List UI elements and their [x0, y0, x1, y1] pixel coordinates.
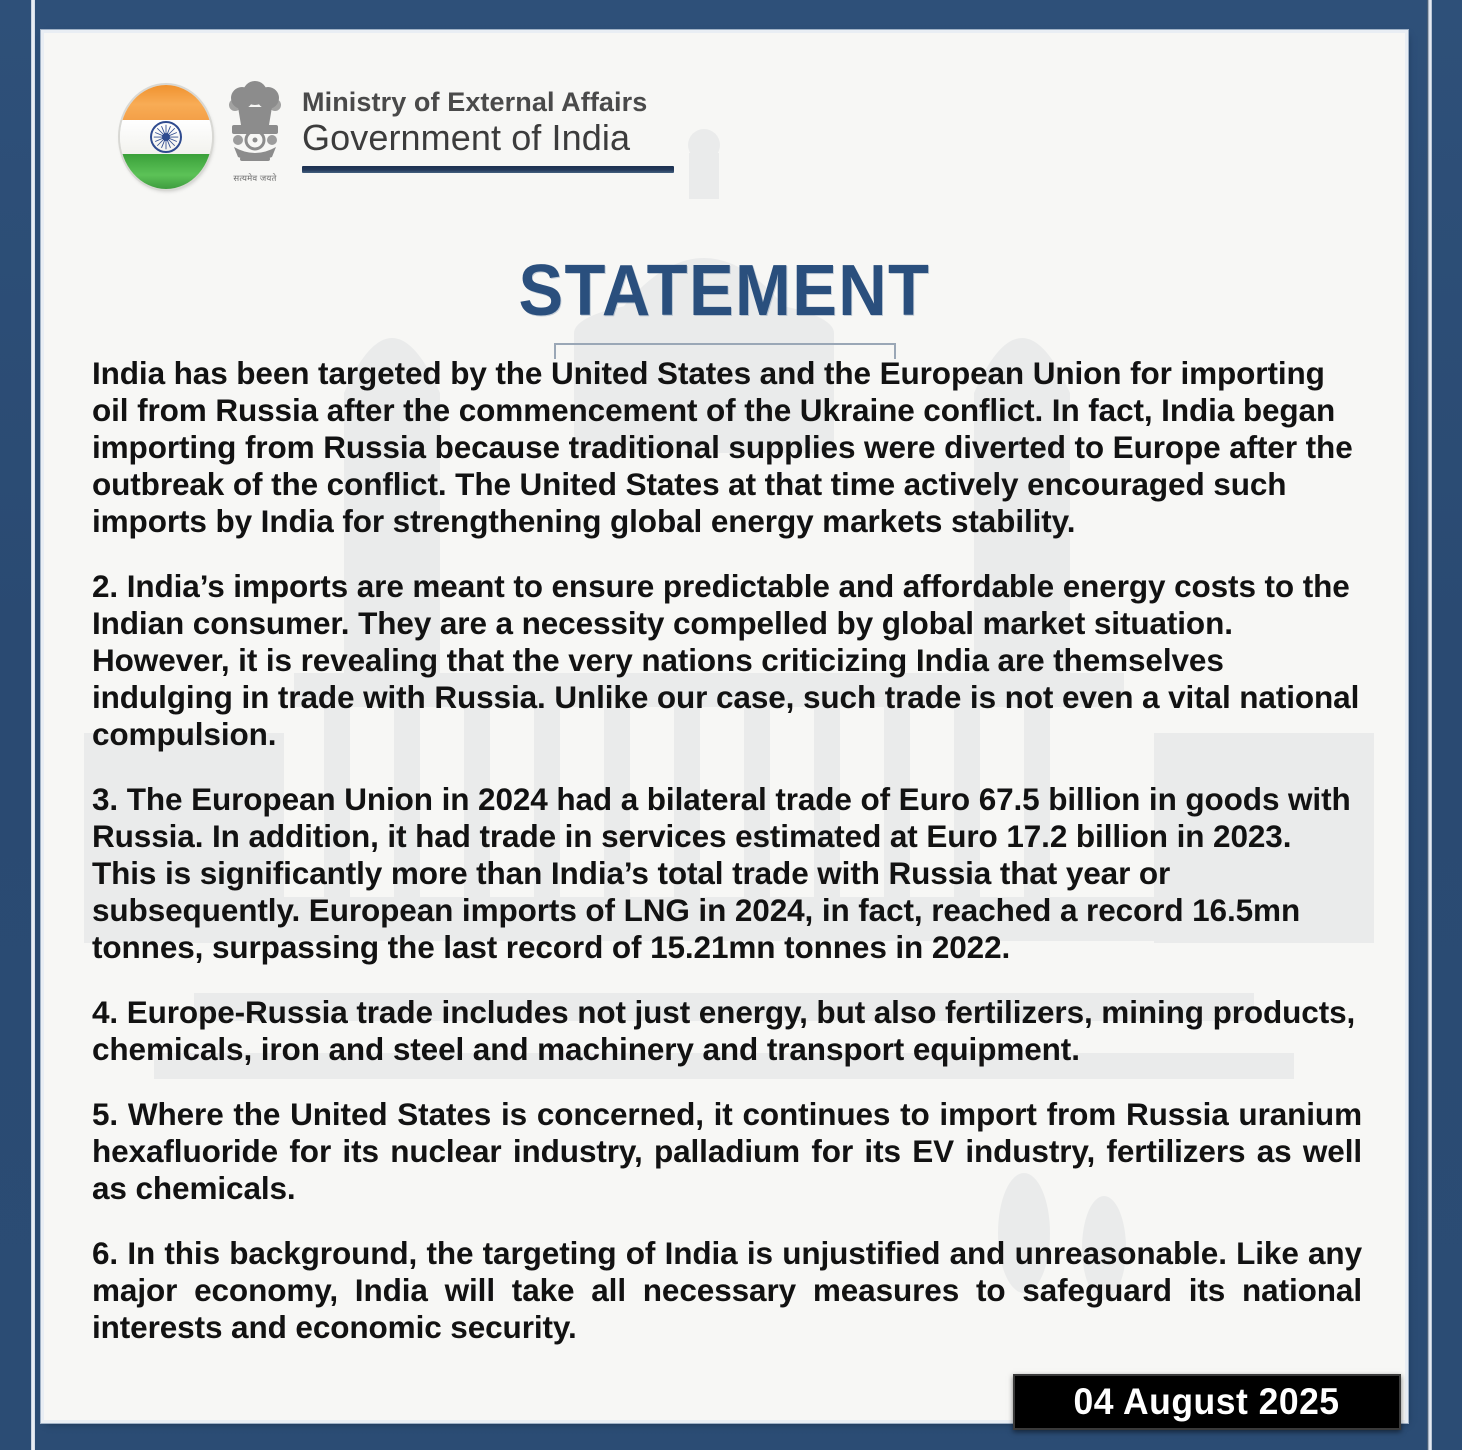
- frame-accent-line-left: [31, 0, 35, 1450]
- government-name: Government of India: [302, 117, 631, 159]
- emblem-motto-text: सत्यमेव जयते: [233, 173, 277, 183]
- statement-paragraph: India has been targeted by the United States and the European Union for importing oil from Russia after the commencement of the Ukraine conflict. In fact, India began importing from Russia because traditional supplies were diverted to Europe after the outbreak of the conflict. The United States at that time actively encouraged such imports by India for strengthening global energy markets stability.: [92, 355, 1353, 539]
- ministry-name: Ministry of External Affairs: [302, 87, 648, 117]
- lion-capital-emblem-icon: [226, 81, 284, 185]
- statement-paragraph: 2. India’s imports are meant to ensure predictable and affordable energy costs to the Indian consumer. They are a necessity compelled by global market situation. However, it is revealing that the very nations criticizing India are themselves indulging in trade with Russia. Unlike our case, such trade is not even a vital national compulsion.: [92, 568, 1360, 752]
- date-badge: [1013, 1374, 1401, 1430]
- statement-paragraph: 4. Europe-Russia trade includes not just energy, but also fertilizers, mining products, chemicals, iron and steel and machinery and transport equipment.: [92, 994, 1356, 1067]
- frame-accent-line-right: [1427, 0, 1432, 1450]
- masthead: [120, 81, 674, 189]
- organization-block: [302, 81, 674, 173]
- page-title: STATEMENT: [518, 251, 931, 331]
- statement-paragraph: 6. In this background, the targeting of India is unjustified and unreasonable. Like any major economy, India will take all necessary measures to safeguard its national interests and economic security.: [92, 1235, 1362, 1345]
- statement-card: [44, 33, 1405, 1420]
- india-flag-roundel-icon: [120, 85, 212, 189]
- date-text: 04 August 2025: [1073, 1381, 1340, 1422]
- flag-band-green: [120, 154, 212, 189]
- ashoka-chakra-icon: [150, 121, 182, 153]
- flag-band-saffron: [120, 85, 212, 120]
- statement-paragraph: 5. Where the United States is concerned, it continues to import from Russia uranium hexafluoride for its nuclear industry, palladium for its EV industry, fertilizers as well as chemicals.: [92, 1096, 1362, 1206]
- statement-paragraph: 3. The European Union in 2024 had a bilateral trade of Euro 67.5 billion in goods with Russia. In addition, it had trade in services estimated at Euro 17.2 billion in 2023. This is significantly more than India’s total trade with Russia that year or subsequently. European imports of LNG in 2024, in fact, reached a record 16.5mn tonnes, surpassing the last record of 15.21mn tonnes in 2022.: [92, 781, 1351, 965]
- masthead-rule: [302, 166, 674, 173]
- title-area: [44, 251, 1405, 331]
- statement-body: [92, 355, 1362, 1346]
